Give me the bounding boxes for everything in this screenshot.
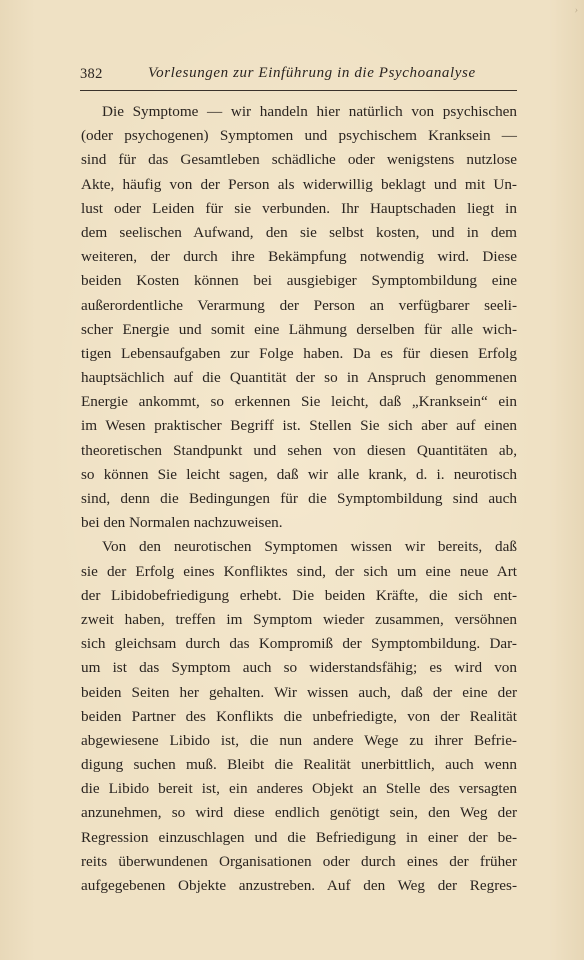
text-line: sie der Erfolg eines Konfliktes sind, der sich um eine neue Art: [81, 562, 517, 580]
text-line: reits überwundenen Organisationen oder durch eines der früher: [81, 852, 517, 870]
text-line: Energie ankommt, so erkennen Sie leicht, daß „Kranksein“ ein: [81, 393, 517, 411]
text-line: Die Symptome — wir handeln hier natürlich von psychischen: [102, 103, 517, 120]
text-line: theoretischen Standpunkt und sehen von diesen Quantitäten ab,: [81, 441, 517, 459]
text-line: scher Energie und somit eine Lähmung derselben für alle wich-: [81, 320, 517, 338]
text-line: bei den Normalen nachzuweisen.: [81, 514, 283, 532]
paragraph-2: [81, 535, 517, 898]
corner-mark: ›: [574, 4, 578, 16]
paragraph-1: [81, 100, 517, 535]
text-line: Akte, häufig von der Person als widerwillig beklagt und mit Un-: [81, 175, 517, 193]
page-number: 382: [80, 66, 103, 82]
text-line: (oder psychogenen) Symptomen und psychischem Kranksein —: [81, 127, 517, 145]
text-line: beiden Partner des Konflikts die unbefriedigte, von der Realität: [81, 707, 517, 725]
text-line: Regression einzuschlagen und die Befriedigung in einer der be-: [81, 828, 517, 846]
text-line: tigen Lebensaufgaben zur Folge haben. Da es für diesen Erfolg: [81, 344, 517, 362]
text-line: lust oder Leiden für sie verbunden. Ihr Hauptschaden liegt in: [81, 199, 517, 217]
text-line: anzunehmen, so wird diese endlich genötigt sein, den Weg der: [81, 804, 517, 822]
text-line: die Libido bereit ist, ein anderes Objekt an Stelle des versagten: [81, 780, 517, 798]
header-rule: [80, 90, 517, 91]
text-line: weiteren, der durch ihre Bekämpfung notwendig wird. Diese: [81, 248, 517, 266]
text-line: sich gleichsam durch das Kompromiß der Symptombildung. Dar-: [81, 635, 517, 653]
text-line: sind für das Gesamtleben schädliche oder wenigstens nutzlose: [81, 151, 517, 169]
text-line: um ist das Symptom auch so widerstandsfähig; es wird von: [81, 659, 517, 677]
running-head: Vorlesungen zur Einführung in die Psychoanalyse: [148, 65, 476, 81]
text-line: beiden Kosten können bei ausgiebiger Symptombildung eine: [81, 272, 517, 290]
text-line: so können Sie leicht sagen, daß wir alle krank, d. i. neurotisch: [81, 465, 517, 483]
text-line: der Libidobefriedigung erhebt. Die beiden Kräfte, die sich ent-: [81, 586, 517, 604]
text-line: hauptsächlich auf die Quantität der so in Anspruch genommenen: [81, 369, 517, 387]
text-line: im Wesen praktischer Begriff ist. Stellen Sie sich aber auf einen: [81, 417, 517, 435]
text-line: aufgegebenen Objekte anzustreben. Auf den Weg der Regres-: [81, 877, 517, 894]
text-line: digung suchen muß. Bleibt die Realität unerbittlich, auch wenn: [81, 756, 517, 774]
text-line: beiden Seiten her gehalten. Wir wissen auch, daß der eine der: [81, 683, 517, 701]
page-header: [80, 64, 515, 90]
text-line: zweit haben, treffen im Symptom wieder zusammen, versöhnen: [81, 610, 517, 628]
text-line: außerordentliche Verarmung der Person an verfügbarer seeli-: [81, 296, 517, 314]
text-line: Von den neurotischen Symptomen wissen wir bereits, daß: [102, 538, 517, 556]
text-line: abgewiesene Libido ist, die nun andere Wege zu ihrer Befrie-: [81, 731, 517, 749]
text-line: sind, denn die Bedingungen für die Symptombildung sind auch: [81, 490, 517, 507]
body-text: [81, 100, 517, 898]
text-line: dem seelischen Aufwand, den sie selbst kosten, und in dem: [81, 223, 517, 241]
